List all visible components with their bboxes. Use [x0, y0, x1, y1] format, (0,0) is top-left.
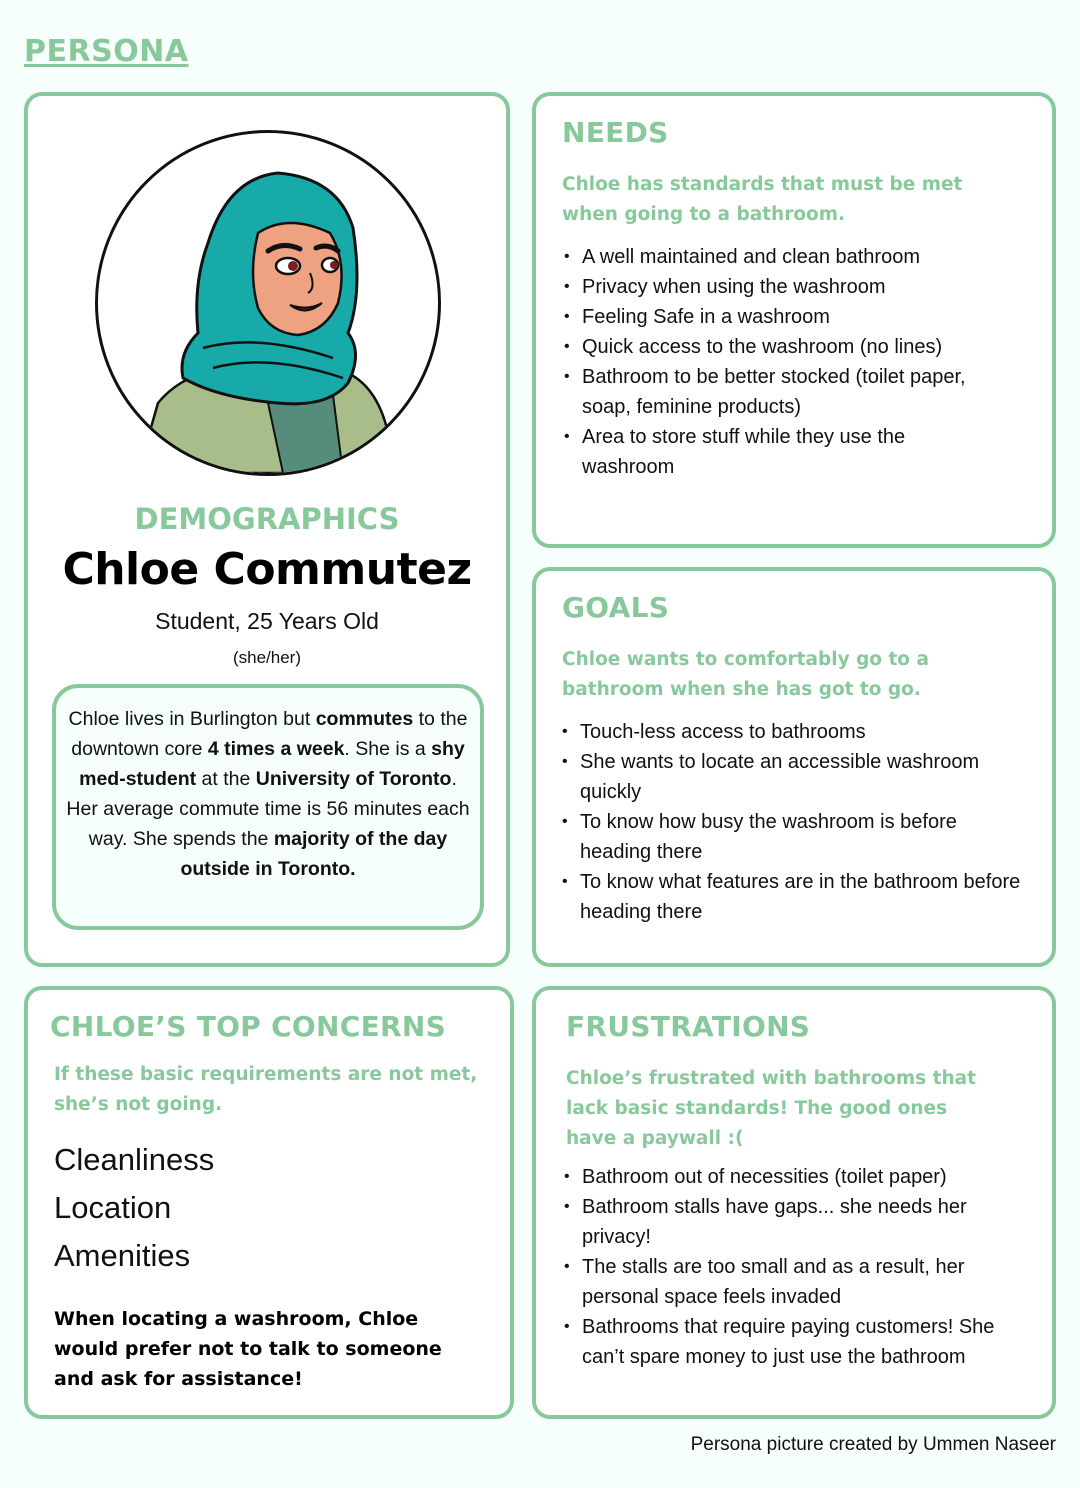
bio-text: . She is a	[344, 738, 432, 760]
persona-avatar	[95, 130, 441, 476]
goals-item: • She wants to locate an accessible washroom quickly	[560, 747, 1022, 807]
goals-item: • Touch-less access to bathrooms	[560, 717, 1022, 747]
concerns-note: When locating a washroom, Chloe would prefer not to talk to someone and ask for assistance!	[54, 1308, 442, 1390]
frustrations-item: • Bathroom out of necessities (toilet paper)	[562, 1162, 1016, 1192]
demographics-card	[24, 92, 510, 967]
frustrations-subtitle: Chloe’s frustrated with bathrooms that lack basic standards! The good ones have a paywall :(	[566, 1068, 976, 1149]
bio-text-bold: shy med-student	[79, 738, 465, 790]
goals-title: GOALS	[562, 591, 670, 624]
concern-item: Amenities	[54, 1238, 191, 1273]
needs-list	[562, 242, 1002, 482]
bio-text-bold: University of Toronto	[255, 768, 452, 790]
needs-item: • Feeling Safe in a washroom	[562, 302, 1002, 332]
bio-text: . Her average commute time is 56 minutes each way. She spends the	[66, 768, 470, 850]
needs-subtitle: Chloe has standards that must be met when going to a bathroom.	[562, 174, 963, 225]
needs-item: • Privacy when using the washroom	[562, 272, 1002, 302]
goals-card	[532, 567, 1056, 967]
concerns-list	[54, 1136, 490, 1280]
concern-item: Cleanliness	[54, 1142, 215, 1177]
persona-name: Chloe Commutez	[62, 544, 472, 595]
goals-item: • To know how busy the washroom is before heading there	[560, 807, 1022, 867]
needs-item: • Quick access to the washroom (no lines)	[562, 332, 1002, 362]
persona-bio	[52, 684, 484, 930]
goals-item: • To know what features are in the bathroom before heading there	[560, 867, 1022, 927]
persona-role: Student, 25 Years Old	[155, 608, 379, 634]
concerns-title: CHLOE’S TOP CONCERNS	[50, 1010, 447, 1043]
image-credit: Persona picture created by Ummen Naseer	[690, 1434, 1056, 1455]
bio-text-bold: 4 times a week	[207, 738, 345, 760]
bio-text: at the	[196, 768, 256, 790]
frustrations-list	[562, 1162, 1016, 1372]
frustrations-title: FRUSTRATIONS	[566, 1010, 811, 1043]
goals-list	[560, 717, 1022, 927]
bio-text: Chloe lives in Burlington but	[68, 708, 316, 730]
bio-text-bold: commutes	[315, 708, 414, 730]
needs-item: • A well maintained and clean bathroom	[562, 242, 1002, 272]
frustrations-item: • The stalls are too small and as a result, her personal space feels invaded	[562, 1252, 1016, 1312]
concerns-card	[24, 986, 514, 1419]
concerns-subtitle: If these basic requirements are not met, she’s not going.	[54, 1064, 478, 1115]
concern-item: Location	[54, 1190, 172, 1225]
demographics-label: DEMOGRAPHICS	[134, 502, 400, 536]
needs-item: • Bathroom to be better stocked (toilet paper, soap, feminine products)	[562, 362, 1002, 422]
persona-pronouns: (she/her)	[232, 648, 302, 667]
goals-subtitle: Chloe wants to comfortably go to a bathroom when she has got to go.	[562, 649, 929, 700]
bio-text: to the downtown core	[71, 708, 468, 760]
persona-illustration-icon	[98, 133, 438, 473]
bio-text-bold: majority of the day outside in Toronto.	[180, 828, 448, 880]
frustrations-item: • Bathroom stalls have gaps... she needs her privacy!	[562, 1192, 1016, 1252]
page-title: PERSONA	[24, 34, 189, 69]
frustrations-card	[532, 986, 1056, 1419]
needs-title: NEEDS	[562, 116, 669, 149]
frustrations-item: • Bathrooms that require paying customers! She can’t spare money to just use the bathroom	[562, 1312, 1016, 1372]
needs-item: • Area to store stuff while they use the washroom	[562, 422, 1002, 482]
needs-card	[532, 92, 1056, 548]
